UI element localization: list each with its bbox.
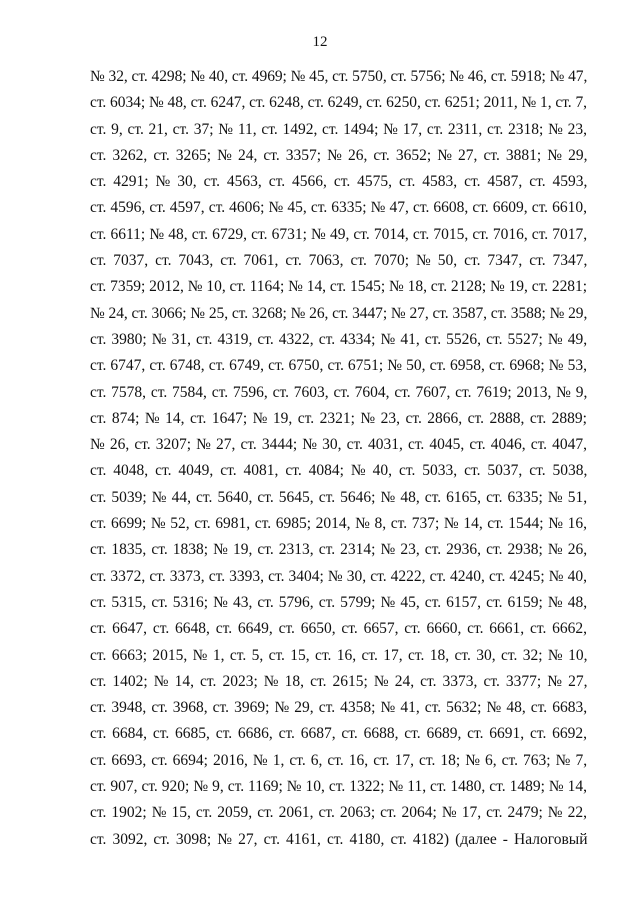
text-line: № 24, ст. 3066; № 25, ст. 3268; № 26, ст. 3447; № 27, ст. 3587, ст. 3588; № 29, <box>90 304 588 322</box>
text-line: ст. 9, ст. 21, ст. 37; № 11, ст. 1492, ст. 1494; № 17, ст. 2311, ст. 2318; № 23, <box>90 120 587 138</box>
text-line: ст. 5039; № 44, ст. 5640, ст. 5645, ст. 5646; № 48, ст. 6165, ст. 6335; № 51, <box>90 488 588 506</box>
body-text <box>90 64 587 853</box>
text-line: ст. 7037, ст. 7043, ст. 7061, ст. 7063, ст. 7070; № 50, ст. 7347, ст. 7347, <box>90 252 588 270</box>
text-line: ст. 907, ст. 920; № 9, ст. 1169; № 10, ст. 1322; № 11, ст. 1480, ст. 1489; № 14, <box>90 778 588 796</box>
text-line: ст. 3980; № 31, ст. 4319, ст. 4322, ст. 4334; № 41, ст. 5526, ст. 5527; № 49, <box>90 330 588 348</box>
text-line: ст. 4596, ст. 4597, ст. 4606; № 45, ст. 6335; № 47, ст. 6608, ст. 6609, ст. 6610, <box>90 199 587 217</box>
text-line: ст. 6611; № 48, ст. 6729, ст. 6731; № 49, ст. 7014, ст. 7015, ст. 7016, ст. 7017, <box>90 225 588 243</box>
text-line: ст. 6034; № 48, ст. 6247, ст. 6248, ст. 6249, ст. 6250, ст. 6251; 2011, № 1, ст. 7, <box>90 94 587 112</box>
text-line: ст. 7359; 2012, № 10, ст. 1164; № 14, ст. 1545; № 18, ст. 2128; № 19, ст. 2281; <box>90 278 588 296</box>
text-line: ст. 6684, ст. 6685, ст. 6686, ст. 6687, ст. 6688, ст. 6689, ст. 6691, ст. 6692, <box>90 725 588 743</box>
text-line: ст. 1835, ст. 1838; № 19, ст. 2313, ст. 2314; № 23, ст. 2936, ст. 2938; № 26, <box>90 541 588 559</box>
text-line: ст. 6699; № 52, ст. 6981, ст. 6985; 2014, № 8, ст. 737; № 14, ст. 1544; № 16, <box>90 515 587 533</box>
text-line: ст. 3262, ст. 3265; № 24, ст. 3357; № 26, ст. 3652; № 27, ст. 3881; № 29, <box>90 146 588 164</box>
text-line: ст. 6693, ст. 6694; 2016, № 1, ст. 6, ст. 16, ст. 17, ст. 18; № 6, ст. 763; № 7, <box>90 751 588 769</box>
page-number: 12 <box>312 34 328 50</box>
text-line: ст. 4291; № 30, ст. 4563, ст. 4566, ст. 4575, ст. 4583, ст. 4587, ст. 4593, <box>90 173 588 191</box>
text-line: ст. 874; № 14, ст. 1647; № 19, ст. 2321; № 23, ст. 2866, ст. 2888, ст. 2889; <box>90 409 587 427</box>
text-line: ст. 5315, ст. 5316; № 43, ст. 5796, ст. 5799; № 45, ст. 6157, ст. 6159; № 48, <box>90 593 588 611</box>
text-line: ст. 6663; 2015, № 1, ст. 5, ст. 15, ст. 16, ст. 17, ст. 18, ст. 30, ст. 32; № 10, <box>90 646 588 664</box>
text-line: ст. 3948, ст. 3968, ст. 3969; № 29, ст. 4358; № 41, ст. 5632; № 48, ст. 6683, <box>90 699 588 717</box>
text-line: ст. 1902; № 15, ст. 2059, ст. 2061, ст. 2063; ст. 2064; № 17, ст. 2479; № 22, <box>90 804 587 822</box>
text-line: № 32, ст. 4298; № 40, ст. 4969; № 45, ст. 5750, ст. 5756; № 46, ст. 5918; № 47, <box>90 68 588 85</box>
text-line: № 26, ст. 3207; № 27, ст. 3444; № 30, ст. 4031, ст. 4045, ст. 4046, ст. 4047, <box>90 436 587 454</box>
text-line: ст. 3092, ст. 3098; № 27, ст. 4161, ст. 4180, ст. 4182) (далее - Налоговый <box>90 830 588 848</box>
text-line: ст. 7578, ст. 7584, ст. 7596, ст. 7603, ст. 7604, ст. 7607, ст. 7619; 2013, № 9, <box>90 383 588 401</box>
text-line: ст. 1402; № 14, ст. 2023; № 18, ст. 2615; № 24, ст. 3373, ст. 3377; № 27, <box>90 672 588 690</box>
text-line: ст. 4048, ст. 4049, ст. 4081, ст. 4084; № 40, ст. 5033, ст. 5037, ст. 5038, <box>90 462 588 480</box>
text-line: ст. 3372, ст. 3373, ст. 3393, ст. 3404; № 30, ст. 4222, ст. 4240, ст. 4245; № 40, <box>90 567 587 585</box>
text-line: ст. 6647, ст. 6648, ст. 6649, ст. 6650, ст. 6657, ст. 6660, ст. 6661, ст. 6662, <box>90 620 588 638</box>
text-line: ст. 6747, ст. 6748, ст. 6749, ст. 6750, ст. 6751; № 50, ст. 6958, ст. 6968; № 53, <box>90 357 587 375</box>
